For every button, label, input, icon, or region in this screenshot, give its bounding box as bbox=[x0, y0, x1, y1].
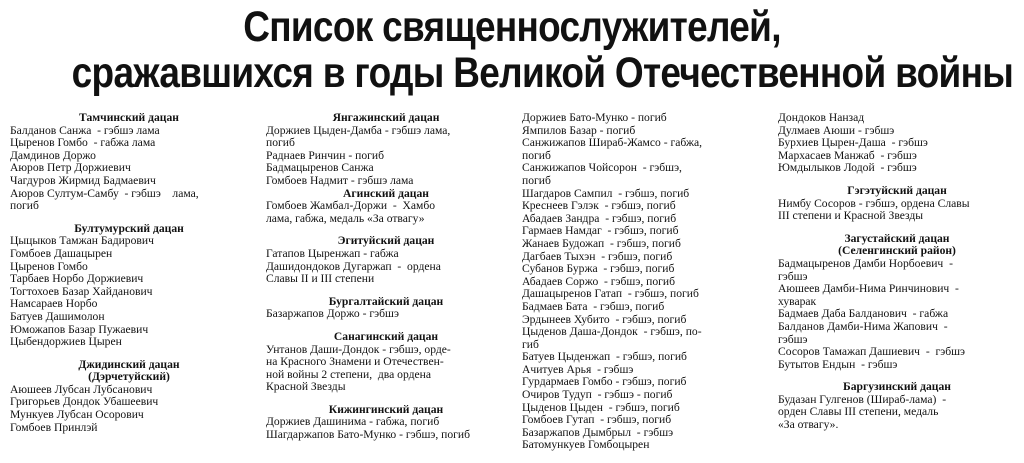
clergy-entry-line: Будазан Гулгенов (Шираб-лама) - bbox=[778, 392, 947, 406]
datsan-section bbox=[266, 296, 506, 321]
clergy-entry-line: Бурхиев Цырен-Даша - гэбшэ bbox=[778, 136, 928, 150]
clergy-entry-line: Гомбоев Жамбал-Доржи - Хамбо bbox=[266, 199, 436, 213]
datsan-section bbox=[266, 112, 506, 188]
datsan-section bbox=[266, 404, 506, 442]
clergy-entry-line: Цыренов Гомбо - габжа лама bbox=[10, 136, 156, 150]
clergy-entry-line: Бутытов Ендын - гэбшэ bbox=[778, 357, 898, 371]
clergy-entry-line: Дашидондоков Дугаржап - ордена bbox=[266, 259, 441, 273]
clergy-entry-line: Шагдаров Сампил - гэбшэ, погиб bbox=[522, 186, 690, 200]
clergy-entry-line: Тогтохоев Базар Хайданович bbox=[10, 284, 153, 298]
clergy-entry-line: Гармаев Намдаг - гэбшэ, погиб bbox=[522, 224, 679, 238]
clergy-entry-line: Юможапов Базар Пужаевич bbox=[10, 322, 149, 336]
datsan-section bbox=[266, 235, 506, 285]
datsan-heading: Бултумурский дацан bbox=[74, 221, 184, 235]
clergy-entry-line: Дагбаев Тыхэн - гэбшэ, погиб bbox=[522, 249, 673, 263]
datsan-heading: Загустайский дацан bbox=[844, 231, 950, 245]
clergy-entry-line: Красной Звезды bbox=[266, 380, 346, 394]
datsan-heading: Кижингинский дацан bbox=[328, 402, 444, 416]
clergy-entry-line: Славы II и III степени bbox=[266, 272, 375, 286]
clergy-entry-line: Батомункуев Гомбоцырен bbox=[522, 438, 650, 452]
clergy-entry-line: Цыденов Даша-Дондок - гэбшэ, по- bbox=[522, 325, 702, 339]
datsan-section bbox=[778, 112, 1016, 175]
clergy-entry-line: погиб bbox=[522, 148, 551, 162]
clergy-entry-line: Дамдинов Доржо bbox=[10, 148, 96, 162]
clergy-entry-line: погиб bbox=[10, 199, 39, 213]
clergy-entry-line: Балданов Санжа - гэбшэ лама bbox=[10, 123, 160, 137]
clergy-entry-line: Гомбоев Дашацырен bbox=[10, 246, 113, 260]
clergy-entry-line: Гомбоев Гутап - гэбшэ, погиб bbox=[522, 413, 672, 427]
datsan-section bbox=[778, 233, 1016, 372]
datsan-subheading: (Селенгинский район) bbox=[838, 244, 956, 258]
clergy-entry-line: Гурдармаев Гомбо - гэбшэ, погиб bbox=[522, 375, 687, 389]
datsan-heading: Гэгэтуйский дацан bbox=[847, 183, 947, 197]
clergy-entry-line: Бадмаев Бата - гэбшэ, погиб bbox=[522, 299, 665, 313]
clergy-entry-line: Мархасаев Манжаб - гэбшэ bbox=[778, 148, 917, 162]
clergy-entry-line: Дашацыренов Гатап - гэбшэ, погиб bbox=[522, 287, 699, 301]
clergy-entry-line: Григорьев Дондок Убашеевич bbox=[10, 395, 159, 409]
column-1 bbox=[10, 112, 248, 444]
clergy-entry-line: Аюшеев Лубсан Лубсанович bbox=[10, 382, 153, 396]
clergy-entry-line: Бадмацыренов Санжа bbox=[266, 161, 374, 175]
clergy-entry-line: Батуев Цыденжап - гэбшэ, погиб bbox=[522, 350, 687, 364]
clergy-entry-line: Креснеев Гэлэк - гэбшэ, погиб bbox=[522, 199, 676, 213]
clergy-entry-line: гэбшэ bbox=[778, 269, 808, 283]
datsan-heading: Бургалтайский дацан bbox=[328, 294, 444, 308]
datsan-heading: Джидинский дацан bbox=[78, 357, 180, 371]
column-3 bbox=[522, 112, 762, 462]
clergy-entry-line: Батуев Дашимолон bbox=[10, 309, 105, 323]
clergy-entry-line: Дулмаев Аюши - гэбшэ bbox=[778, 123, 895, 137]
datsan-section bbox=[10, 223, 248, 349]
clergy-entry-line: Санжижапов Чойсорон - гэбшэ, bbox=[522, 161, 682, 175]
datsan-subheading: (Дэрчетуйский) bbox=[88, 370, 170, 384]
clergy-entry-line: Унтанов Даши-Дондок - гэбшэ, орде- bbox=[266, 342, 451, 356]
column-4 bbox=[778, 112, 1016, 442]
clergy-entry-line: Нимбу Сосоров - гэбшэ, ордена Славы bbox=[778, 196, 970, 210]
clergy-entry-line: Аюров Султум-Самбу - гэбшэ лама, bbox=[10, 186, 199, 200]
column-2 bbox=[266, 112, 506, 452]
clergy-entry-line: Шагдаржапов Бато-Мунко - гэбшэ, погиб bbox=[266, 428, 471, 442]
datsan-section bbox=[522, 112, 762, 452]
clergy-entry-line: орден Славы III степени, медаль bbox=[778, 405, 939, 419]
clergy-entry-line: Субанов Буржа - гэбшэ, погиб bbox=[522, 262, 675, 276]
clergy-entry-line: Намсараев Норбо bbox=[10, 297, 98, 311]
datsan-heading: Эгитуйский дацан bbox=[337, 234, 435, 248]
clergy-entry-line: Ямпилов Базар - погиб bbox=[522, 123, 636, 137]
document-title-line-2: сражавшихся в годы Великой Отечественной войны bbox=[71, 49, 1014, 97]
datsan-section bbox=[266, 188, 506, 226]
clergy-entry-line: Аюров Петр Доржиевич bbox=[10, 161, 131, 175]
document-title-line-1: Список священнослужителей, bbox=[243, 3, 781, 51]
clergy-entry-line: Санжижапов Шираб-Жамсо - габжа, bbox=[522, 136, 703, 150]
clergy-entry-line: Дондоков Нанзад bbox=[778, 112, 865, 124]
clergy-entry-line: Доржиев Дашинима - габжа, погиб bbox=[266, 415, 440, 429]
clergy-entry-line: Ачитуев Арья - гэбшэ bbox=[522, 362, 634, 376]
clergy-entry-line: Мункуев Лубсан Осорович bbox=[10, 408, 144, 422]
clergy-entry-line: Гомбоев Надмит - гэбшэ лама bbox=[266, 173, 414, 187]
clergy-entry-line: Жанаев Будожап - гэбшэ, погиб bbox=[522, 236, 681, 250]
clergy-entry-line: лама, габжа, медаль «За отвагу» bbox=[266, 211, 425, 225]
clergy-entry-line: Абадаев Соржо - гэбшэ, погиб bbox=[522, 274, 675, 288]
clergy-entry-line: Доржиев Цыден-Дамба - гэбшэ лама, bbox=[266, 123, 451, 137]
datsan-heading: Баргузинский дацан bbox=[843, 380, 951, 394]
clergy-entry-line: Тарбаев Норбо Доржиевич bbox=[10, 272, 144, 286]
datsan-section bbox=[266, 331, 506, 394]
clergy-entry-line: Доржиев Бато-Мунко - погиб bbox=[522, 112, 667, 124]
datsan-section bbox=[778, 381, 1016, 431]
clergy-entry-line: на Красного Знамени и Отечествен- bbox=[266, 355, 444, 369]
clergy-entry-line: Аюшеев Дамби-Нима Ринчинович - bbox=[778, 282, 959, 296]
clergy-entry-line: Балданов Дамби-Нима Жапович - bbox=[778, 319, 948, 333]
datsan-section bbox=[10, 112, 248, 213]
datsan-heading: Янгажинский дацан bbox=[332, 112, 440, 124]
datsan-heading: Агинский дацан bbox=[343, 186, 429, 200]
clergy-entry-line: Цыбендоржиев Цырен bbox=[10, 335, 122, 349]
clergy-entry-line: гиб bbox=[522, 337, 539, 351]
clergy-entry-line: III степени и Красной Звезды bbox=[778, 209, 924, 223]
clergy-entry-line: «За отвагу». bbox=[778, 418, 839, 432]
clergy-entry-line: Цыренов Гомбо bbox=[10, 259, 88, 273]
clergy-entry-line: Гомбоев Принлэй bbox=[10, 420, 98, 434]
clergy-entry-line: Цыденов Цыден - гэбшэ, погиб bbox=[522, 400, 680, 414]
clergy-entry-line: Сосоров Тамажап Дашиевич - гэбшэ bbox=[778, 345, 966, 359]
clergy-entry-line: Гатапов Цыренжап - габжа bbox=[266, 246, 399, 260]
clergy-entry-line: хуварак bbox=[778, 294, 817, 308]
datsan-section bbox=[778, 185, 1016, 223]
clergy-entry-line: Очиров Тудуп - гэбшэ - погиб bbox=[522, 388, 673, 402]
clergy-entry-line: Бадмаев Даба Балданович - габжа bbox=[778, 307, 949, 321]
clergy-entry-line: гэбшэ bbox=[778, 332, 808, 346]
clergy-entry-line: Раднаев Ринчин - погиб bbox=[266, 148, 384, 162]
clergy-entry-line: Юмдылыков Лодой - гэбшэ bbox=[778, 161, 917, 175]
clergy-entry-line: ной войны 2 степени, два ордена bbox=[266, 367, 432, 381]
datsan-heading: Санагинский дацан bbox=[333, 329, 439, 343]
datsan-section bbox=[10, 359, 248, 435]
clergy-entry-line: Абадаев Зандра - гэбшэ, погиб bbox=[522, 211, 677, 225]
clergy-entry-line: погиб bbox=[522, 173, 551, 187]
datsan-heading: Тамчинский дацан bbox=[79, 112, 179, 124]
clergy-entry-line: Чагдуров Жирмид Бадмаевич bbox=[10, 173, 156, 187]
clergy-entry-line: Эрдынеев Хубито - гэбшэ, погиб bbox=[522, 312, 687, 326]
clergy-entry-line: Базаржапов Дымбрыл - гэбшэ bbox=[522, 425, 674, 439]
clergy-entry-line: Цыцыков Тамжан Бадирович bbox=[10, 234, 154, 248]
clergy-entry-line: Бадмацыренов Дамби Норбоевич - bbox=[778, 256, 953, 270]
clergy-entry-line: погиб bbox=[266, 136, 295, 150]
clergy-entry-line: Базаржапов Доржо - гэбшэ bbox=[266, 307, 399, 321]
